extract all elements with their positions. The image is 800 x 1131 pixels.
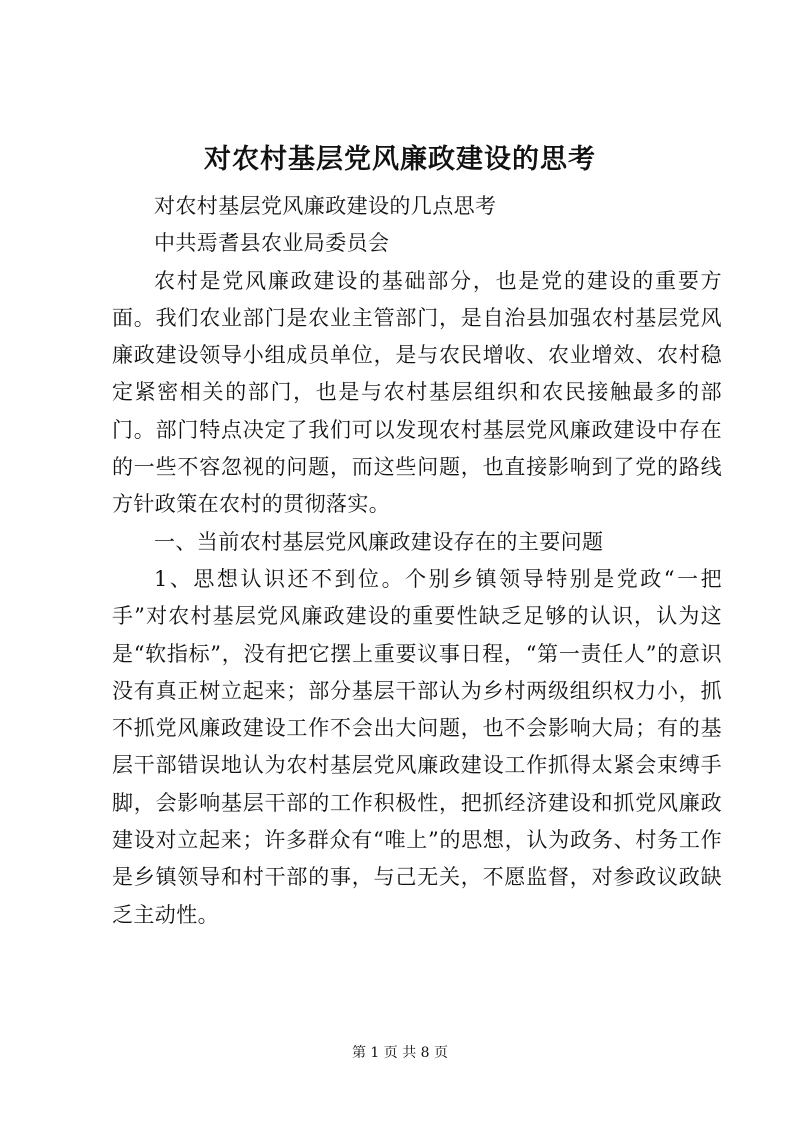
document-title: 对农村基层党风廉政建设的思考 — [204, 144, 596, 175]
document-body — [112, 188, 722, 934]
document-author: 中共焉耆县农业局委员会 — [154, 231, 390, 256]
page-number: 第 1 页 共 8 页 — [351, 1045, 449, 1061]
paragraph-point-1: 1、思想认识还不到位。个别乡镇领导特别是党政“一把手”对农村基层党风廉政建设的重要性缺乏足够的认识，认为这是“软指标”，没有把它摆上重要议事日程，“第一责任人”的意识没有真正树立起来；部分基层干部认为乡村两级组织权力小，抓不抓党风廉政建设工作不会出大问题，也不会影响大局；有的基层干部错误地认为农村基层党风廉政建设工作抓得太紧会束缚手脚，会影响基层干部的工作积极性，把抓经济建设和抓党风廉政建设对立起来；许多群众有“唯上”的思想，认为政务、村务工作是乡镇领导和村干部的事，与己无关，不愿监督，对参政议政缺乏主动性。 — [112, 566, 722, 927]
paragraph-intro: 农村是党风廉政建设的基础部分，也是党的建设的重要方面。我们农业部门是农业主管部门，是自治县加强农村基层党风廉政建设领导小组成员单位，是与农民增收、农业增效、农村稳定紧密相关的部门，也是与农村基层组织和农民接触最多的部门。部门特点决定了我们可以发现农村基层党风廉政建设中存在的一些不容忽视的问题，而这些问题，也直接影响到了党的路线方针政策在农村的贯彻落实。 — [112, 268, 722, 517]
document-subtitle: 对农村基层党风廉政建设的几点思考 — [154, 194, 497, 218]
section-heading: 一、当前农村基层党风廉政建设存在的主要问题 — [154, 529, 604, 554]
